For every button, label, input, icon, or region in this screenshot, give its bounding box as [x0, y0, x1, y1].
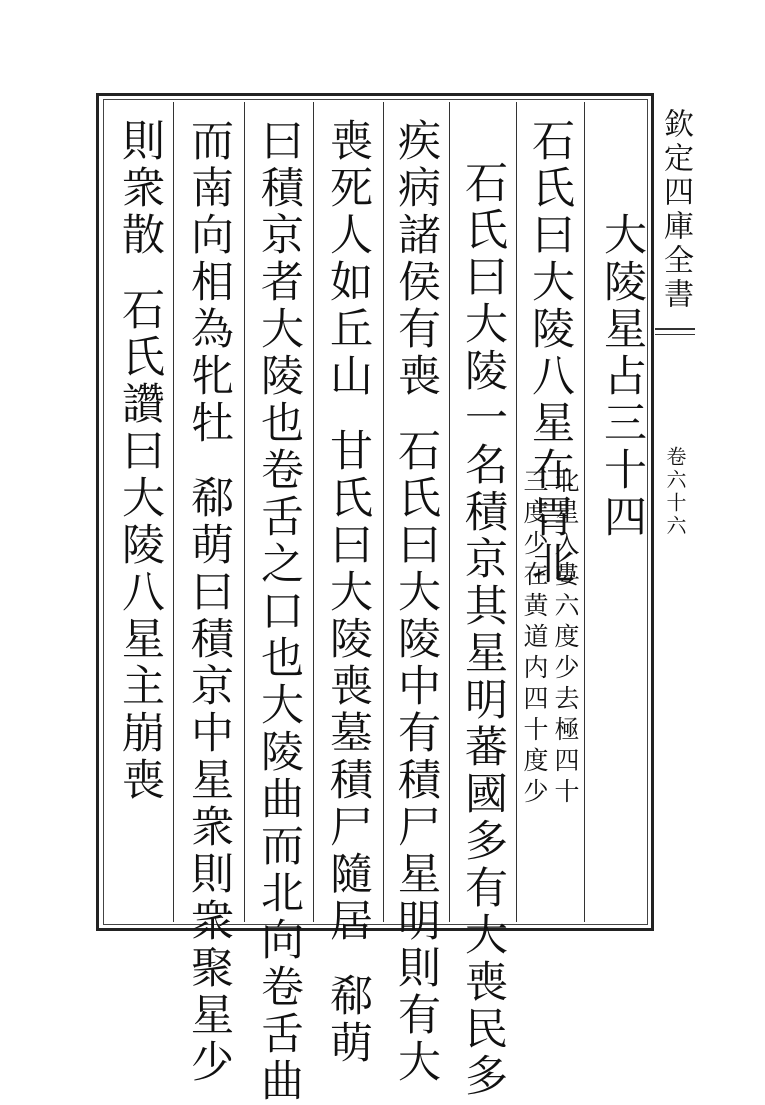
- column-text: 石氏曰大陵八星在胃北: [525, 118, 575, 588]
- column-text: 甘氏曰大陵喪墓積尸隨居: [323, 428, 373, 945]
- collection-title: 欽定四庫全書: [658, 108, 693, 312]
- annotation-text: 三度少在黄道内四十度少: [520, 468, 549, 809]
- column-text: 石氏曰大陵中有積尸星明則有大: [391, 428, 441, 1086]
- volume-label: 卷六十六: [663, 446, 687, 538]
- text-column-4: [388, 118, 444, 1086]
- column-text: 疾病諸侯有喪: [391, 118, 441, 400]
- fish-tail-mark: [655, 328, 695, 330]
- column-text: 喪死人如丘山: [323, 118, 373, 400]
- column-rule: [244, 102, 245, 922]
- column-text: 石氏讚曰大陵八星主崩喪: [115, 287, 165, 804]
- text-column-3: [455, 160, 511, 1100]
- column-rule: [584, 102, 585, 922]
- text-column-6: [251, 118, 307, 1105]
- column-rule: [449, 102, 450, 922]
- annotation-text: 北星入婁六度少去極四十: [551, 468, 580, 809]
- column-text: 則衆散: [115, 118, 165, 259]
- column-text: 而南向相為牝牡: [184, 118, 234, 447]
- fish-tail-mark: [655, 334, 695, 335]
- text-column-7: [181, 118, 237, 1086]
- text-column-5: [320, 118, 376, 1067]
- heading-text: 大陵星占三十四: [597, 212, 647, 541]
- text-column-8: [112, 118, 168, 804]
- column-text: 石氏曰大陵一名積京其星明蕃國多有大喪民多: [458, 160, 508, 1100]
- column-text: 曰積京者大陵也卷舌之口也大陵曲而北向卷舌曲: [254, 118, 304, 1105]
- column-text: 郗萌曰積京中星衆則衆聚星少: [184, 475, 234, 1086]
- column-rule: [516, 102, 517, 922]
- annotation-right: [550, 468, 580, 809]
- column-text: 郗萌: [323, 973, 373, 1067]
- annotation-left: [519, 468, 549, 809]
- column-rule: [313, 102, 314, 922]
- column-rule: [383, 102, 384, 922]
- column-rule: [173, 102, 174, 922]
- section-heading: [594, 212, 650, 541]
